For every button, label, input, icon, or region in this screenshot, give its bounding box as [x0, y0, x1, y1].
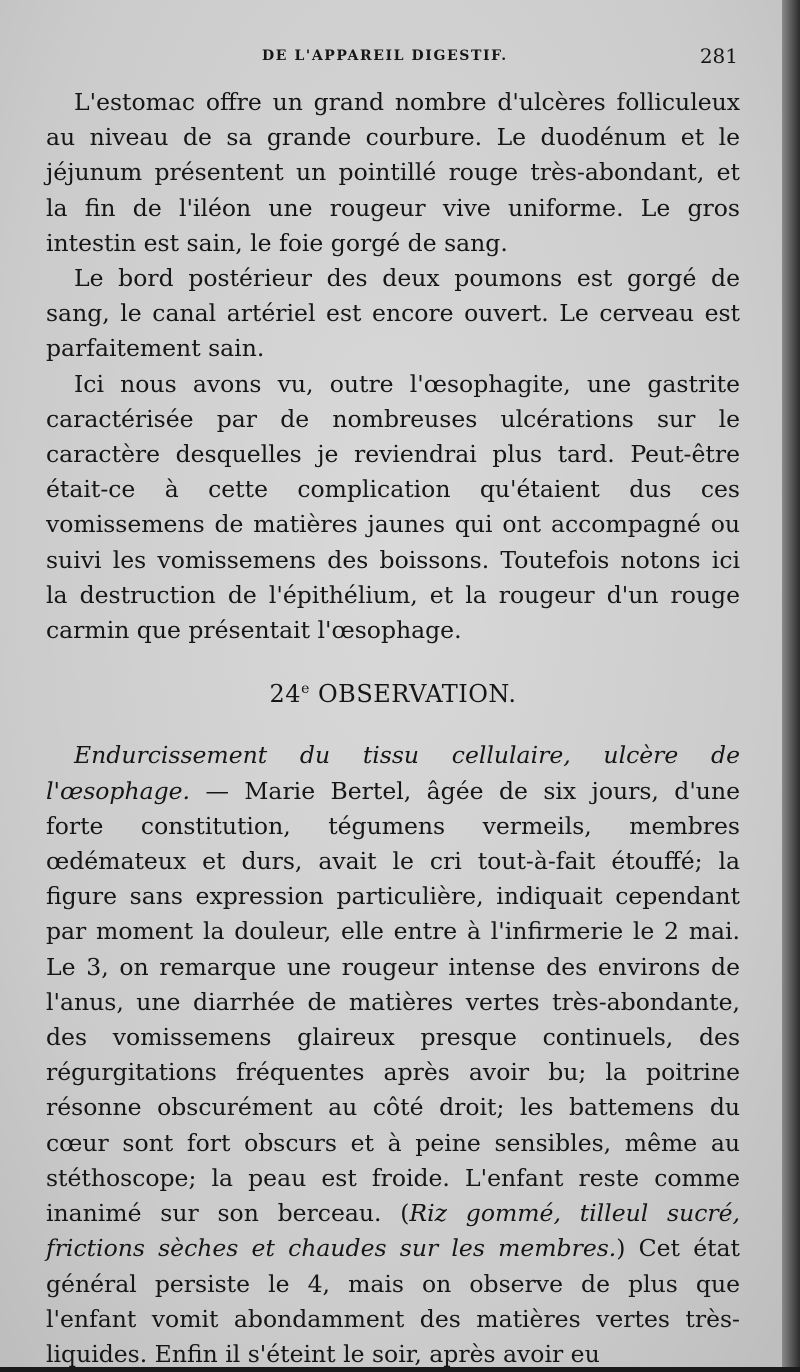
case-text-b: ) Cet état général persiste le 4, mais on observe de plus que l'enfant vomit abondamment des matières vertes très-liquides. Enfin il s'éteint le soir, après avoir eu [46, 1234, 740, 1368]
page-body [46, 85, 740, 1372]
case-treatment: Riz gommé, tilleul sucré, frictions sèches et chaudes sur les membres. [46, 1199, 740, 1263]
running-head: DE L'APPAREIL DIGESTIF. [262, 48, 508, 64]
observation-label: OBSERVATION. [318, 680, 517, 709]
case-text-a: — Marie Bertel, âgée de six jours, d'une forte constitution, tégumens vermeils, membres œdémateux et durs, avait le cri tout-à-fait étouffé; la figure sans expression particulière, indiquait cependant par moment la douleur, elle entre à l'infirmerie le 2 mai. Le 3, on remarque une rougeur intense des environs de l'anus, une diarrhée de matières vertes très-abondante, des vomissemens glaireux presque continuels, des régurgitations fréquentes après avoir bu; la poitrine résonne obscurément au côté droit; les battemens du cœur sont fort obscurs et à peine sensibles, même au stéthoscope; la peau est froide. L'enfant reste comme inanimé sur son berceau. ( [46, 776, 740, 1228]
page-number: 281 [699, 44, 738, 68]
paragraph-stomach: L'estomac offre un grand nombre d'ulcères folliculeux au niveau de sa grande courbure. Le duodénum et le jéjunum présentent un pointillé rouge très-abondant, et la fin de l'iléon une rougeur vive uniforme. Le gros intestin est sain, le foie gorgé de sang. [46, 88, 740, 257]
paragraph-discussion: Ici nous avons vu, outre l'œsophagite, une gastrite caractérisée par de nombreuses ulcérations sur le caractère desquelles je reviendrai plus tard. Peut-être était-ce à cette complication qu'étaient dus ces vomissemens de matières jaunes qui ont accompagné ou suivi les vomissemens des boissons. Toutefois notons ici la destruction de l'épithélium, et la rougeur d'un rouge carmin que présentait l'œsophage. [46, 369, 740, 645]
page-edge-shadow [782, 0, 800, 1367]
observation-heading [46, 672, 740, 712]
paragraph-lungs: Le bord postérieur des deux poumons est gorgé de sang, le canal artériel est encore ouvert. Le cerveau est parfaitement sain. [46, 264, 740, 363]
case-title: Endurcissement du tissu cellulaire, ulcère de l'œsophage. [46, 741, 740, 805]
case-paragraph [46, 738, 740, 1372]
observation-number: 24 [269, 680, 302, 709]
observation-superscript: e [301, 681, 310, 698]
page-header [0, 44, 782, 74]
